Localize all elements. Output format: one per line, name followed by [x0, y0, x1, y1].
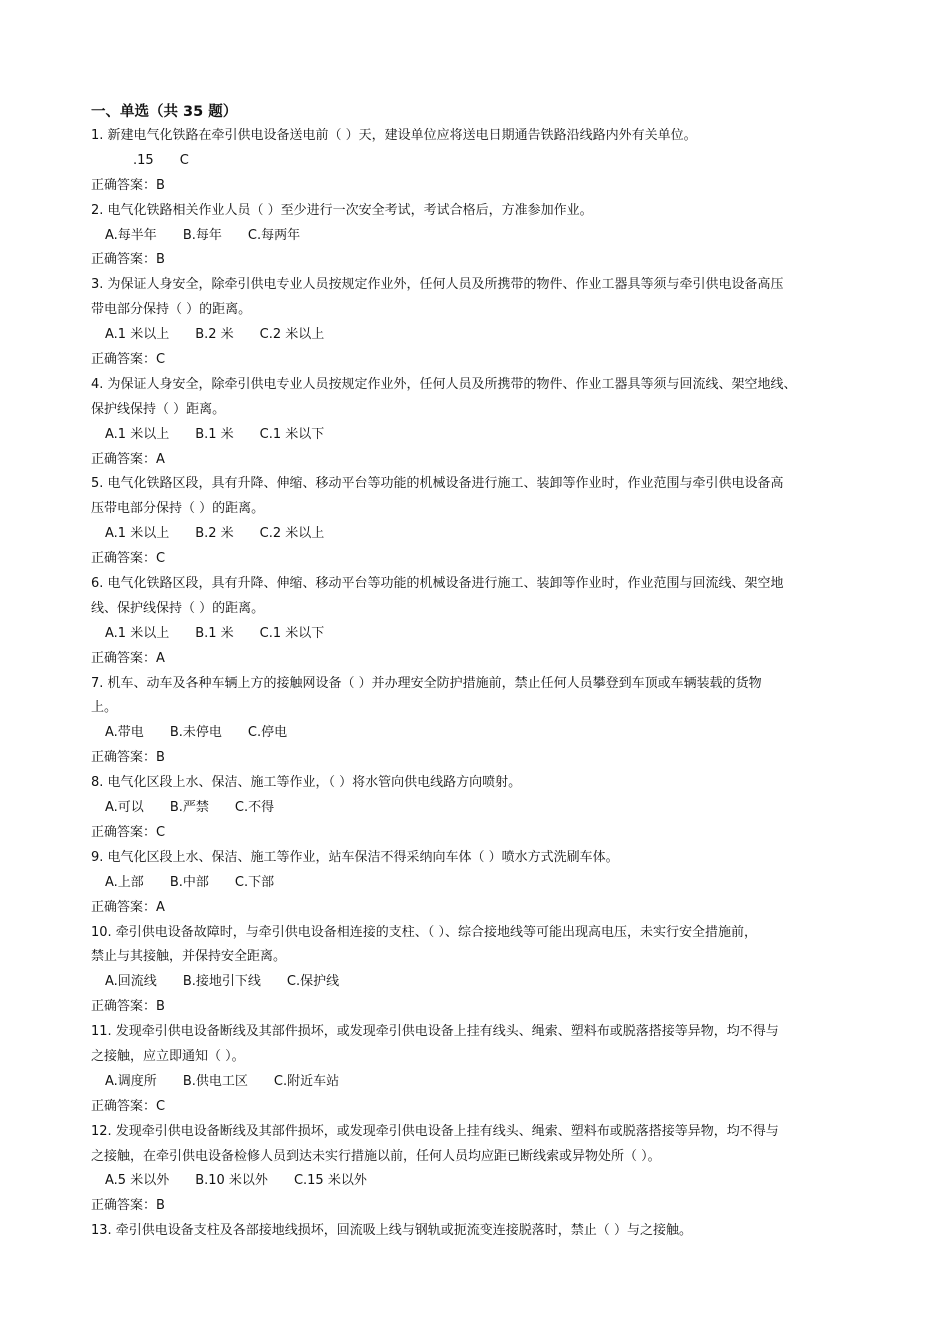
question-text-line: 4. 为保证人身安全，除牵引供电专业人员按规定作业外，任何人员及所携带的物件、作业工器具等须与回流线、架空地线、 — [91, 376, 797, 392]
option-row — [91, 423, 871, 448]
option-label: A.可以 — [105, 800, 144, 816]
correct-answer: 正确答案：B — [91, 750, 165, 766]
option-label: C.15 米以外 — [293, 1173, 367, 1189]
question-text-line: 2. 电气化铁路相关作业人员（ ）至少进行一次安全考试，考试合格后，方准参加作业。 — [91, 202, 593, 218]
question-item — [91, 771, 871, 846]
question-text-line: 之接触，应立即通知（ ）。 — [91, 1048, 245, 1064]
option-row — [91, 522, 871, 547]
option-label: C.每两年 — [247, 227, 301, 243]
question-item — [91, 1219, 871, 1244]
option-label: C.不得 — [234, 800, 275, 816]
option-row — [91, 149, 871, 174]
correct-answer: 正确答案：C — [91, 551, 166, 567]
option-label: B.1 米 — [195, 625, 234, 641]
correct-answer: 正确答案：A — [91, 650, 165, 666]
option-label: B.中部 — [169, 874, 209, 890]
option-label: B.严禁 — [169, 800, 209, 816]
option-row — [91, 721, 871, 746]
option-label: C.2 米以上 — [259, 526, 325, 542]
question-text-line: 上。 — [91, 700, 118, 716]
correct-answer: 正确答案：C — [91, 1098, 166, 1114]
correct-answer: 正确答案：A — [91, 451, 165, 467]
question-text-line: 之接触，在牵引供电设备检修人员到达未实行措施以前，任何人员均应距已断线索或异物处所（ ）。 — [91, 1148, 661, 1164]
option-label: A.1 米以上 — [105, 526, 170, 542]
option-label: A.1 米以上 — [105, 327, 170, 343]
option-row — [91, 1070, 871, 1095]
option-label: A.5 米以外 — [105, 1173, 170, 1189]
question-text-line: 禁止与其接触，并保持安全距离。 — [91, 949, 287, 965]
section-title: 一、单选（共 35 题） — [91, 104, 238, 120]
correct-answer: 正确答案：B — [91, 252, 165, 268]
question-text-line: 9. 电气化区段上水、保洁、施工等作业，站车保洁不得采纳向车体（ ）喷水方式洗刷车体。 — [91, 849, 619, 865]
correct-answer: 正确答案：C — [91, 824, 166, 840]
question-text-line: 保护线保持（ ）距离。 — [91, 401, 226, 417]
option-label: A.每半年 — [105, 227, 157, 243]
question-text-line: 带电部分保持（ ）的距离。 — [91, 302, 252, 318]
option-label: B.1 米 — [195, 426, 234, 442]
question-text-line: 13. 牵引供电设备支柱及各部接地线损坏，回流吸上线与钢轨或扼流变连接脱落时，禁止（ ）与之接触。 — [91, 1223, 692, 1239]
correct-answer: 正确答案：B — [91, 177, 165, 193]
option-row — [91, 224, 871, 249]
question-item — [91, 1020, 871, 1120]
question-item — [91, 921, 871, 1021]
question-text-line: 1. 新建电气化铁路在牵引供电设备送电前（ ）天，建设单位应将送电日期通告铁路沿线路内外有关单位。 — [91, 128, 697, 143]
option-label: C.停电 — [247, 725, 288, 741]
option-label: B.供电工区 — [182, 1073, 248, 1089]
question-text-line: 线、保护线保持（ ）的距离。 — [91, 600, 265, 616]
question-item — [91, 1120, 871, 1220]
option-row — [91, 622, 871, 647]
option-label: C.下部 — [234, 874, 275, 890]
option-label: .15 — [133, 152, 154, 168]
option-row — [91, 1169, 871, 1194]
question-text-line: 8. 电气化区段上水、保洁、施工等作业，（ ）将水管向供电线路方向喷射。 — [91, 775, 522, 791]
option-label: A.回流线 — [105, 974, 157, 990]
question-item — [91, 124, 871, 199]
option-label: A.上部 — [105, 874, 144, 890]
question-item — [91, 846, 871, 921]
exam-page — [91, 100, 871, 1244]
correct-answer: 正确答案：C — [91, 352, 166, 368]
option-label: C.保护线 — [286, 974, 340, 990]
option-label: C.附近车站 — [273, 1073, 340, 1089]
option-label: A.1 米以上 — [105, 426, 170, 442]
option-label: B.每年 — [182, 227, 222, 243]
question-text-line: 6. 电气化铁路区段，具有升降、伸缩、移动平台等功能的机械设备进行施工、装卸等作业时，作业范围与回流线、架空地 — [91, 576, 784, 592]
question-text-line: 5. 电气化铁路区段，具有升降、伸缩、移动平台等功能的机械设备进行施工、装卸等作业时，作业范围与牵引供电设备高 — [91, 476, 784, 492]
option-row — [91, 970, 871, 995]
question-text-line: 10. 牵引供电设备故障时，与牵引供电设备相连接的支柱、（ ）、综合接地线等可能出现高电压，未实行安全措施前， — [91, 924, 757, 940]
option-label: B.未停电 — [169, 725, 222, 741]
question-list — [91, 124, 871, 1244]
question-item — [91, 373, 871, 473]
option-row — [91, 796, 871, 821]
question-item — [91, 572, 871, 672]
correct-answer: 正确答案：B — [91, 1198, 165, 1214]
option-label: B.接地引下线 — [182, 974, 261, 990]
question-text-line: 11. 发现牵引供电设备断线及其部件损坏，或发现牵引供电设备上挂有线头、绳索、塑料布或脱落搭接等异物，均不得与 — [91, 1024, 779, 1040]
option-label: C — [179, 152, 189, 168]
option-label: C.2 米以上 — [259, 327, 325, 343]
correct-answer: 正确答案：B — [91, 999, 165, 1015]
option-row — [91, 871, 871, 896]
question-item — [91, 472, 871, 572]
question-text-line: 压带电部分保持（ ）的距离。 — [91, 501, 265, 517]
option-label: C.1 米以下 — [259, 625, 325, 641]
question-item — [91, 273, 871, 373]
option-label: B.2 米 — [195, 526, 234, 542]
option-row — [91, 323, 871, 348]
question-text-line: 7. 机车、动车及各种车辆上方的接触网设备（ ）并办理安全防护措施前，禁止任何人员攀登到车顶或车辆装载的货物 — [91, 675, 762, 691]
option-label: B.2 米 — [195, 327, 234, 343]
option-label: A.1 米以上 — [105, 625, 170, 641]
correct-answer: 正确答案：A — [91, 899, 165, 915]
option-label: C.1 米以下 — [259, 426, 325, 442]
option-label: B.10 米以外 — [195, 1173, 268, 1189]
option-label: A.带电 — [105, 725, 144, 741]
option-label: A.调度所 — [105, 1073, 157, 1089]
question-item — [91, 199, 871, 274]
question-text-line: 3. 为保证人身安全，除牵引供电专业人员按规定作业外，任何人员及所携带的物件、作业工器具等须与牵引供电设备高压 — [91, 277, 784, 293]
question-item — [91, 672, 871, 772]
question-text-line: 12. 发现牵引供电设备断线及其部件损坏，或发现牵引供电设备上挂有线头、绳索、塑料布或脱落搭接等异物，均不得与 — [91, 1123, 779, 1139]
